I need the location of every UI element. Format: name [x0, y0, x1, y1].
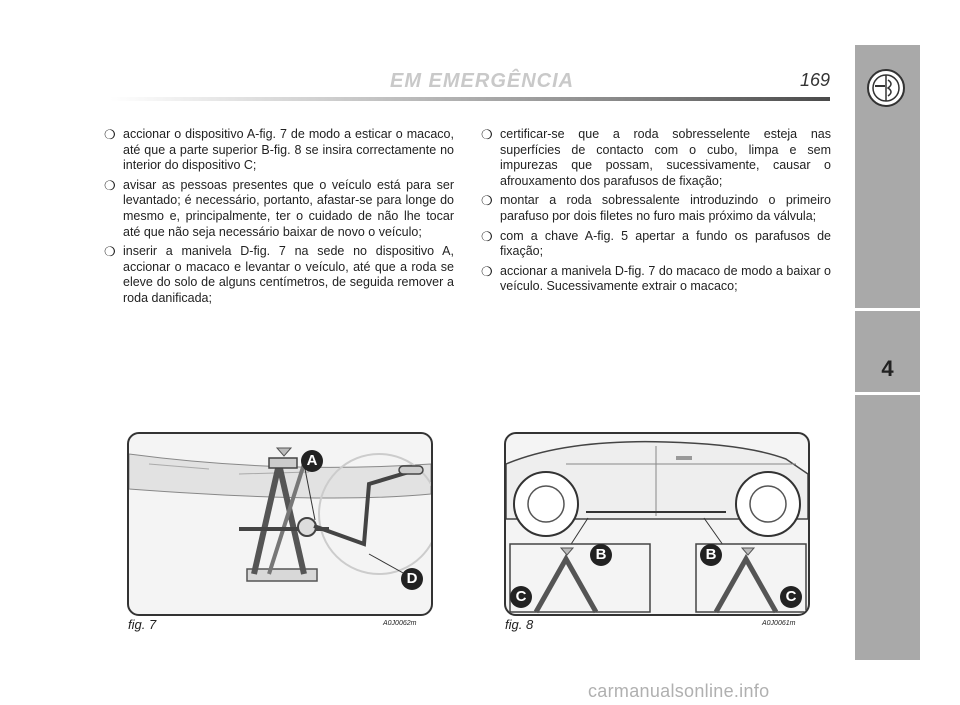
watermark: carmanualsonline.info	[588, 681, 770, 701]
callout-label-a: A	[301, 450, 323, 472]
callout-label-c-left: C	[510, 586, 532, 608]
list-item: ❍ avisar as pessoas presentes que o veículo está para ser levantado; é necessário, portanto, afastar-se para longe do mesmo e, principalmente, ter o cuidado de não lhe tocar até que não seja necessário baixar de novo o veículo;	[104, 177, 454, 239]
section-title: EM EMERGÊNCIA	[390, 70, 575, 92]
bullet-icon: ❍	[481, 127, 493, 142]
bullet-icon: ❍	[481, 263, 493, 279]
list-item: ❍ com a chave A-fig. 5 apertar a fundo os parafusos de fixação;	[481, 228, 831, 259]
callout-label-b-right: B	[700, 544, 722, 566]
list-item: ❍ accionar o dispositivo A-fig. 7 de modo a esticar o macaco, até que a parte superior B-fig. 8 se insira correctamente no interior do dispositivo C;	[104, 127, 454, 173]
chapter-sidebar	[855, 45, 920, 660]
bullet-icon: ❍	[104, 244, 116, 260]
bullet-icon: ❍	[104, 177, 116, 193]
callout-label-b-left: B	[590, 544, 612, 566]
list-item: ❍ inserir a manivela D-fig. 7 na sede no dispositivo A, accionar o macaco e levantar o veículo, até que a roda se eleve do solo de alguns centímetros, de seguida remover a roda danificada;	[104, 244, 454, 305]
figure-7-caption: fig. 7	[128, 617, 157, 632]
figure-8-car-jack-points-illustration	[504, 432, 810, 616]
list-item: ❍ accionar a manivela D-fig. 7 do macaco de modo a baixar o veículo. Sucessivamente extrair o macaco;	[481, 263, 831, 294]
bullet-icon: ❍	[481, 228, 493, 244]
callout-label-c-right: C	[780, 586, 802, 608]
right-bullet-list	[481, 127, 831, 295]
chapter-number: 4	[881, 356, 894, 381]
left-bullet-list	[104, 127, 454, 307]
figure-8-code: A0J0061m	[762, 620, 796, 627]
sidebar-divider	[855, 392, 920, 395]
list-item: ❍ montar a roda sobressalente introduzindo o primeiro parafuso por dois filetes no furo mais próximo da válvula;	[481, 193, 831, 223]
callout-label-d: D	[401, 568, 423, 590]
brand-logo-icon	[866, 68, 906, 108]
figure-7-jack-illustration	[127, 432, 433, 616]
figure-8-caption: fig. 8	[505, 617, 534, 632]
bullet-icon: ❍	[104, 127, 116, 142]
sidebar-divider	[855, 308, 920, 311]
page-number: 169	[800, 70, 831, 90]
left-column	[104, 127, 454, 311]
jack-drawing-icon	[129, 434, 431, 614]
figure-7-code: A0J0062m	[383, 620, 417, 627]
bullet-icon: ❍	[481, 193, 493, 209]
header-rule	[110, 97, 830, 101]
car-side-drawing-icon	[506, 434, 808, 614]
right-column	[481, 127, 831, 299]
list-item: ❍ certificar-se que a roda sobresselente esteja nas superfícies de contacto com o cubo, limpa e sem impurezas que possam, sucessivamente, causar o afrouxamento dos parafusos de fixação;	[481, 127, 831, 188]
